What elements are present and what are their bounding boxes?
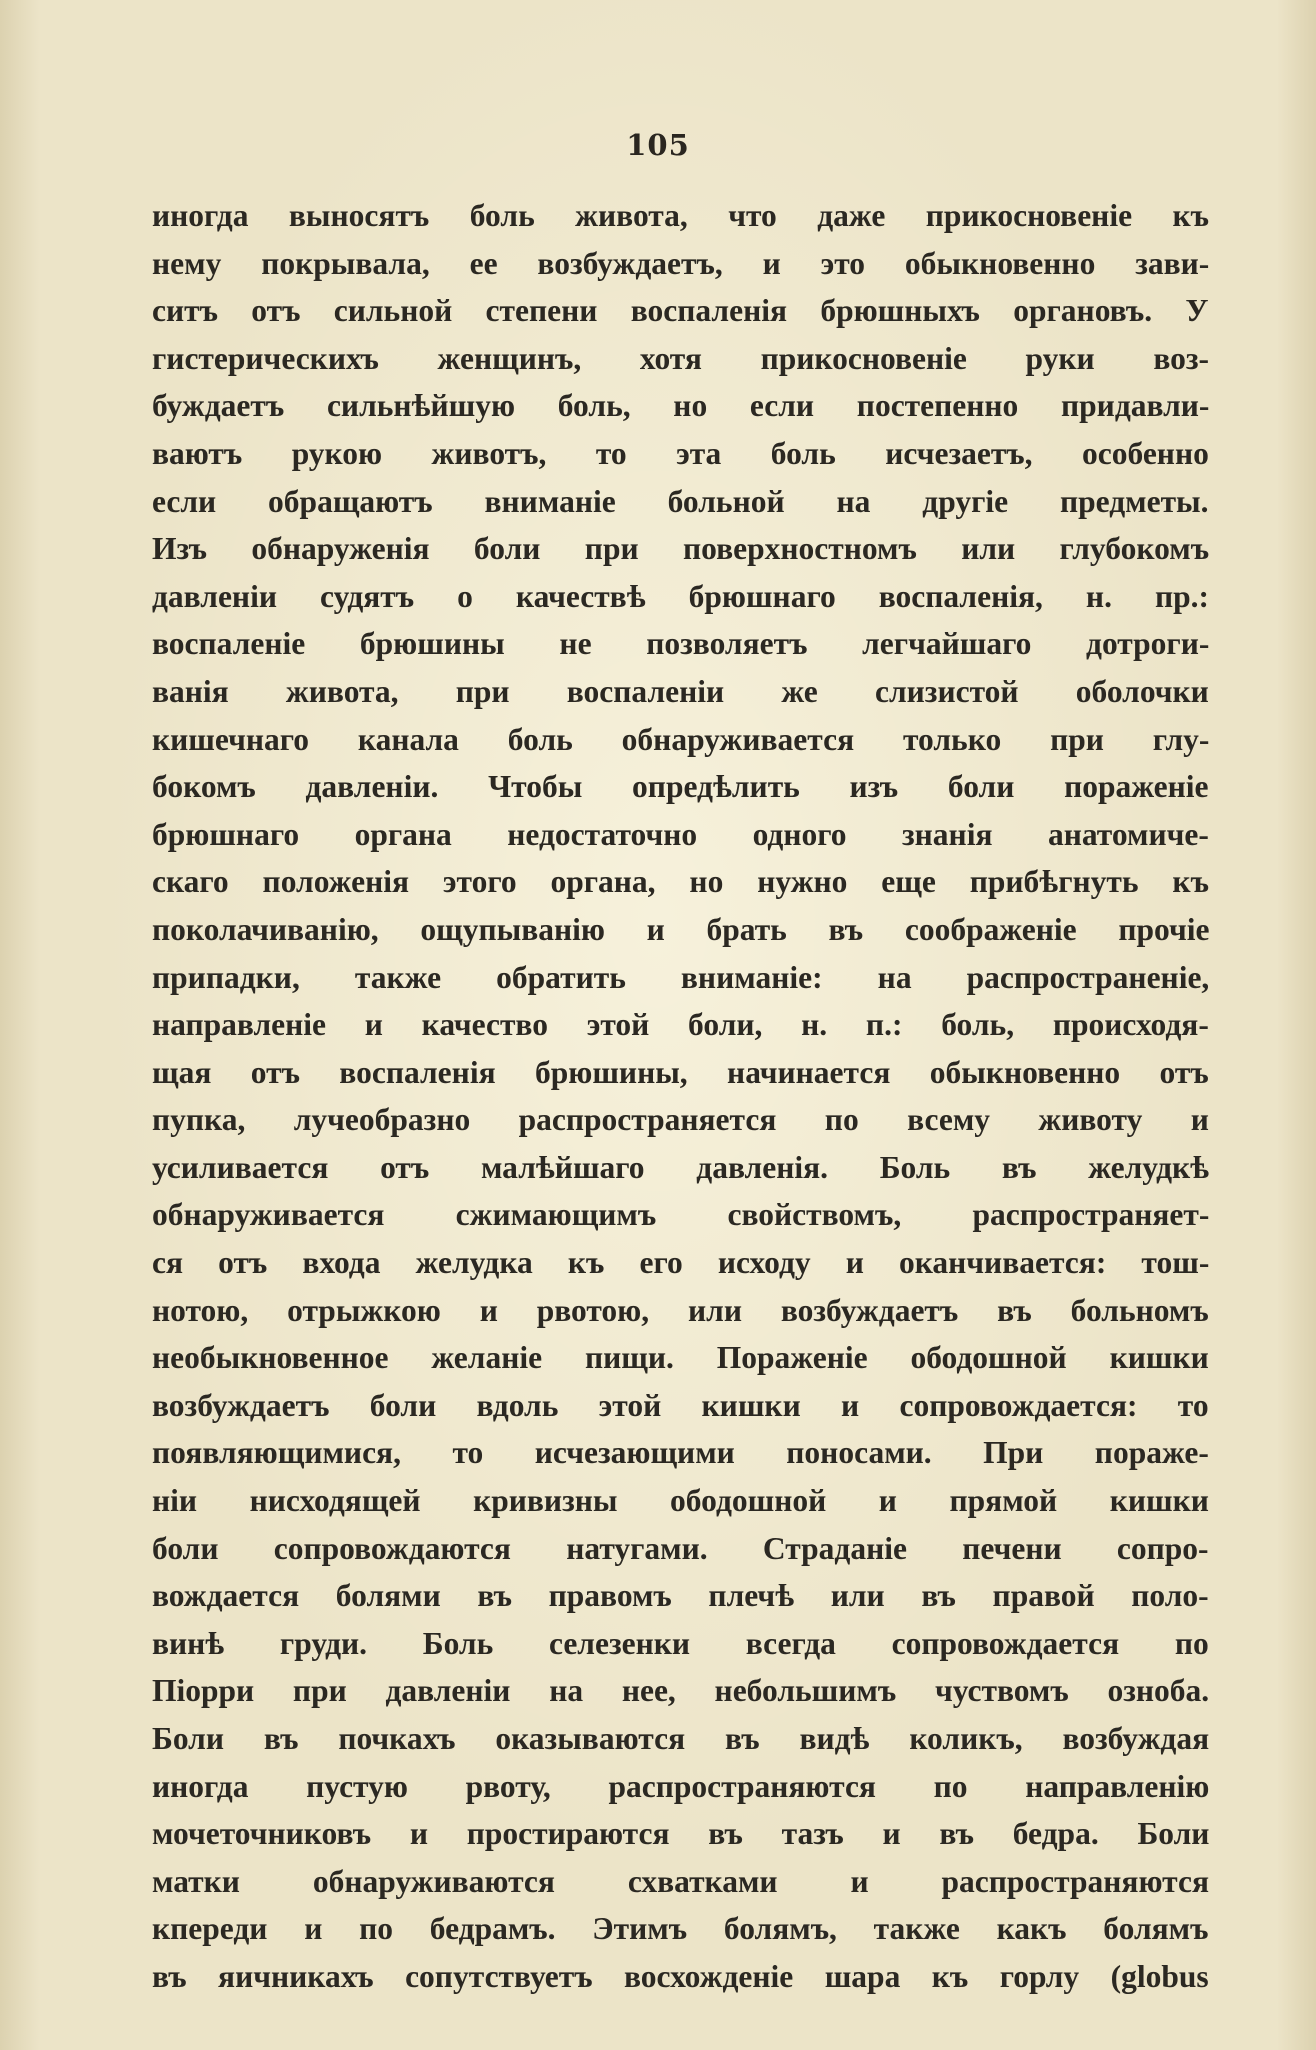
text-line: боли сопровождаются натугами. Страданіе печени сопро- — [152, 1530, 1209, 1566]
text-line: если обращаютъ вниманіе больной на другіе предметы. — [152, 483, 1209, 519]
text-line: пупка, лучеобразно распространяется по всему животу и — [152, 1102, 1209, 1138]
text-line: Піорри при давленіи на нее, небольшимъ чуствомъ озноба. — [152, 1673, 1210, 1709]
text-line: щая отъ воспаленія брюшины, начинается обыкновенно отъ — [152, 1054, 1209, 1090]
text-line: иногда выносятъ боль живота, что даже прикосновеніе къ — [152, 198, 1210, 233]
text-line: поколачиванію, ощупыванію и брать въ соображеніе прочіе — [152, 911, 1210, 947]
text-line: Боли въ почкахъ оказываются въ видѣ коликъ, возбуждая — [152, 1721, 1210, 1756]
text-line: винѣ груди. Боль селезенки всегда сопровождается по — [152, 1625, 1209, 1661]
text-line: появляющимися, то исчезающими поносами. При пораже- — [152, 1435, 1209, 1471]
text-line: брюшнаго органа недостаточно одного знанія анатомиче- — [152, 816, 1209, 852]
text-line: нему покрывала, ее возбуждаетъ, и это обыкновенно зави- — [152, 245, 1210, 281]
text-line: ваютъ рукою животъ, то эта боль исчезаетъ, особенно — [152, 435, 1209, 471]
text-line: припадки, также обратить вниманіе: на распространеніе, — [152, 959, 1210, 995]
text-line: ся отъ входа желудка къ его исходу и оканчивается: тош- — [152, 1245, 1210, 1281]
text-line: скаго положенія этого органа, но нужно еще прибѣгнуть къ — [152, 864, 1209, 900]
text-line: воспаленіе брюшины не позволяетъ легчайшаго дотроги- — [152, 626, 1210, 662]
text-line: давленіи судятъ о качествѣ брюшнаго воспаленія, н. пр.: — [152, 578, 1210, 614]
text-line: нотою, отрыжкою и рвотою, или возбуждаетъ въ больномъ — [152, 1292, 1209, 1328]
text-line: возбуждаетъ боли вдоль этой кишки и сопровождается: то — [152, 1387, 1209, 1423]
text-line: матки обнаруживаются схватками и распространяются — [152, 1863, 1209, 1899]
text-line: обнаруживается сжимающимъ свойствомъ, распространяет- — [152, 1197, 1210, 1233]
body-text — [152, 192, 1209, 2001]
text-line: кпереди и по бедрамъ. Этимъ болямъ, также какъ болямъ — [152, 1911, 1209, 1947]
text-line: Изъ обнаруженія боли при поверхностномъ или глубокомъ — [152, 531, 1210, 567]
text-line: усиливается отъ малѣйшаго давленія. Боль въ желудкѣ — [152, 1149, 1210, 1185]
text-line: ванія живота, при воспаленіи же слизистой оболочки — [152, 673, 1209, 709]
text-line: направленіе и качество этой боли, н. п.: боль, происходя- — [152, 1007, 1209, 1043]
text-line: ніи нисходящей кривизны ободошной и прямой кишки — [152, 1483, 1209, 1519]
text-line: гистерическихъ женщинъ, хотя прикосновеніе руки воз- — [152, 340, 1210, 376]
text-line: въ яичникахъ сопутствуетъ восхожденіе шара къ горлу (globus — [152, 1958, 1209, 1994]
text-line: мочеточниковъ и простираются въ тазъ и въ бедра. Боли — [152, 1816, 1210, 1852]
text-line: бокомъ давленіи. Чтобы опредѣлить изъ боли пораженіе — [152, 769, 1209, 805]
text-line: иногда пустую рвоту, распространяются по направленію — [152, 1768, 1210, 1804]
text-line: ситъ отъ сильной степени воспаленія брюшныхъ органовъ. У — [152, 293, 1209, 329]
text-line: вождается болями въ правомъ плечѣ или въ правой поло- — [152, 1578, 1209, 1614]
text-line: необыкновенное желаніе пищи. Пораженіе ободошной кишки — [152, 1340, 1209, 1376]
text-line: буждаетъ сильнѣйшую боль, но если постепенно придавли- — [152, 388, 1210, 424]
page-number: 105 — [626, 128, 690, 162]
text-line: кишечнаго канала боль обнаруживается только при глу- — [152, 721, 1210, 757]
